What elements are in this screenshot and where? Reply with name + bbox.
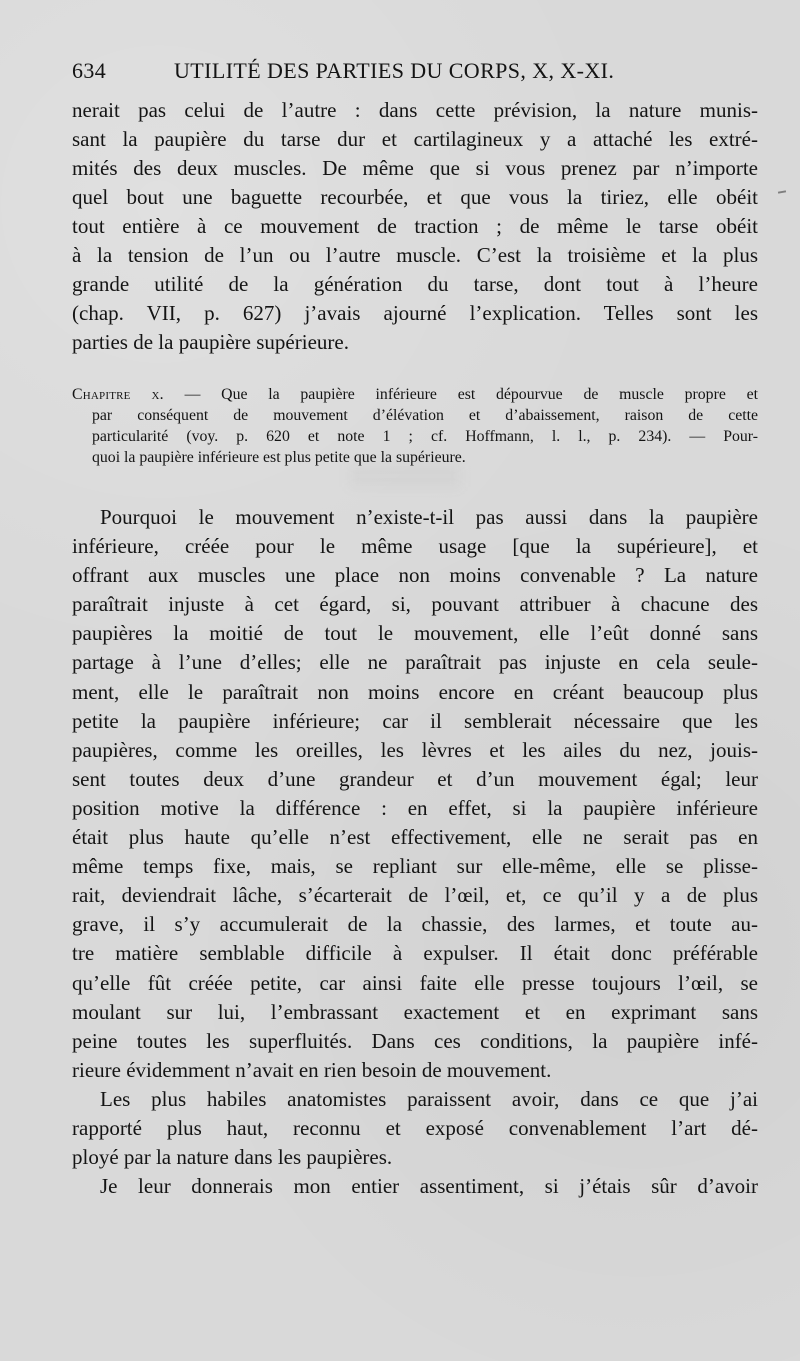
text-line: tout entière à ce mouvement de traction ; de même le tarse obéit — [72, 214, 758, 238]
text-line: tre matière semblable difficile à expulser. Il était donc préférable — [72, 941, 758, 966]
text-line: même temps fixe, mais, se repliant sur elle-même, elle se plisse- — [72, 854, 758, 879]
text-line: à la tension de l’un ou l’autre muscle. C’est la troisième et la plus — [72, 243, 758, 267]
text-line: Je leur donnerais mon entier assentiment, si j’étais sûr d’avoir — [100, 1174, 758, 1199]
margin-mark — [778, 190, 786, 193]
chapter-summary-line: par conséquent de mouvement d’élévation et d’abaissement, raison de cette — [92, 407, 758, 424]
running-head — [72, 58, 728, 86]
text-line: petite la paupière inférieure; car il semblerait nécessaire que les — [72, 708, 758, 733]
body-text-top — [72, 96, 758, 357]
text-line: était plus haute qu’elle n’est effectivement, elle ne serait pas en — [72, 825, 758, 850]
text-line: partage à l’une d’elles; elle ne paraîtrait pas injuste en cela seule- — [72, 650, 758, 675]
chapter-summary — [72, 384, 758, 468]
text-line: offrant aux muscles une place non moins convenable ? La nature — [72, 563, 758, 588]
chapter-summary-line: quoi la paupière inférieure est plus petite que la supérieure. — [92, 449, 466, 466]
text-line: paraîtrait injuste à cet égard, si, pouvant attribuer à chacune des — [72, 592, 758, 617]
text-line: mités des deux muscles. De même que si vous prenez par n’importe — [72, 156, 758, 180]
body-text-main — [72, 503, 758, 1201]
text-line: sant la paupière du tarse dur et cartilagineux y a attaché les extré- — [72, 127, 758, 151]
text-line: sent toutes deux d’une grandeur et d’un mouvement égal; leur — [72, 766, 758, 791]
text-line: nerait pas celui de l’autre : dans cette prévision, la nature munis- — [72, 98, 758, 122]
text-line: inférieure, créée pour le même usage [que la supérieure], et — [72, 534, 758, 559]
chapter-summary-line: particularité (voy. p. 620 et note 1 ; cf. Hoffmann, l. l., p. 234). — Pour- — [92, 428, 758, 445]
text-line: grande utilité de la génération du tarse, dont tout à l’heure — [72, 272, 758, 296]
text-line: position motive la différence : en effet, si la paupière inférieure — [72, 795, 758, 820]
text-line: rait, deviendrait lâche, s’écarterait de l’œil, et, ce qu’il y a de plus — [72, 883, 758, 908]
text-line: rapporté plus haut, reconnu et exposé convenablement l’art dé- — [72, 1115, 758, 1140]
paper-stain — [350, 465, 460, 487]
chapter-summary-text: — Que la paupière inférieure est dépourvue de muscle propre et — [184, 386, 758, 403]
text-line: Pourquoi le mouvement n’existe-t-il pas aussi dans la paupière — [100, 505, 758, 529]
text-line: grave, il s’y accumulerait de la chassie, des larmes, et toute au- — [72, 912, 758, 937]
text-line: Les plus habiles anatomistes paraissent avoir, dans ce que j’ai — [100, 1086, 758, 1111]
text-line: moulant sur lui, l’embrassant exactement et en exprimant sans — [72, 999, 758, 1024]
chapter-label: Chapitre x. — [72, 386, 164, 403]
text-line: qu’elle fût créée petite, car ainsi faite elle presse toujours l’œil, se — [72, 970, 758, 995]
text-line: parties de la paupière supérieure. — [72, 330, 349, 354]
text-line: ment, elle le paraîtrait non moins encore en créant beaucoup plus — [72, 679, 758, 704]
text-line: (chap. VII, p. 627) j’avais ajourné l’explication. Telles sont les — [72, 301, 758, 325]
text-line: paupières, comme les oreilles, les lèvres et les ailes du nez, jouis- — [72, 737, 758, 762]
running-title: UTILITÉ DES PARTIES DU CORPS, X, X-XI. — [174, 58, 615, 83]
chapter-summary-line — [72, 384, 758, 405]
text-line: rieure évidemment n’avait en rien besoin de mouvement. — [72, 1057, 552, 1082]
text-line: ployé par la nature dans les paupières. — [72, 1145, 393, 1170]
page-number: 634 — [72, 58, 107, 83]
text-line: quel bout une baguette recourbée, et que vous la tiriez, elle obéit — [72, 185, 758, 209]
text-line: peine toutes les superfluités. Dans ces conditions, la paupière infé- — [72, 1028, 758, 1053]
text-line: paupières la moitié de tout le mouvement, elle l’eût donné sans — [72, 621, 758, 646]
